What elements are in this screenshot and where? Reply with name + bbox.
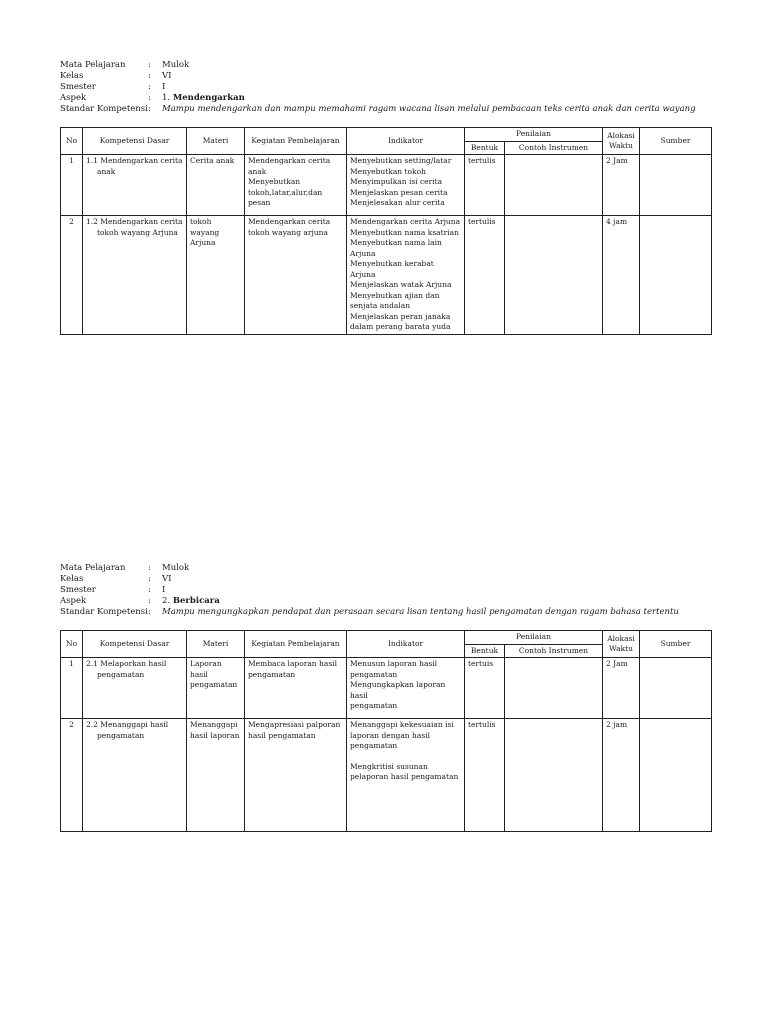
colon: :: [148, 596, 151, 606]
table-row: [61, 216, 712, 335]
kd-line: 1.2 Mendengarkan cerita: [86, 217, 183, 226]
table-row: [61, 719, 712, 832]
waktu-label: Waktu: [609, 141, 633, 150]
kegiatan-line: anak: [248, 166, 267, 176]
cell-sumber: [640, 719, 712, 832]
indikator-line: Mengkritisi susunan: [350, 761, 428, 771]
cell-alokasi: 2 jam: [603, 719, 640, 832]
materi-line: Cerita anak: [190, 156, 235, 165]
th-materi: Materi: [187, 631, 245, 658]
kelas-label: Kelas: [60, 71, 84, 81]
cell-bentuk: tertulis: [465, 155, 505, 216]
cell-alokasi: 4 jam: [603, 216, 640, 335]
indikator-line: senjata andalan: [350, 301, 411, 310]
kegiatan-line: Mendengarkan cerita: [248, 156, 331, 165]
colon: :: [148, 585, 151, 595]
materi-line: hasil laporan: [190, 730, 240, 740]
cell-materi: [187, 155, 245, 216]
mapel-row: [60, 60, 696, 71]
colon: :: [148, 71, 151, 81]
cell-kegiatan: [245, 155, 347, 216]
indikator-line: Menyebutkan nama ksatrian: [350, 227, 459, 237]
materi-line: Menanggapi: [190, 720, 238, 729]
aspek-name: Mendengarkan: [172, 93, 245, 103]
cell-indikator: [347, 719, 465, 832]
cell-kegiatan: [245, 216, 347, 335]
materi-line: tokoh: [190, 217, 212, 226]
th-alokasi: [603, 631, 640, 658]
mapel-row: [60, 563, 679, 574]
cell-no: 2: [61, 216, 83, 335]
alokasi-label: Alokasi: [607, 633, 635, 643]
indikator-line: pengamatan: [350, 669, 398, 679]
aspek-number: 2.: [162, 596, 171, 606]
cell-bentuk: tertulis: [465, 719, 505, 832]
sk-value: Mampu mendengarkan dan mampu memahami ragam wacana lisan melalui pembacaan teks cerita anak dan cerita wayang: [162, 104, 696, 114]
semester-label: Smester: [60, 585, 96, 595]
cell-no: 1: [61, 658, 83, 719]
kegiatan-line: hasil pengamatan: [248, 730, 316, 740]
indikator-line: Mendengarkan cerita Arjuna: [350, 217, 461, 226]
aspek-row: [60, 93, 696, 104]
materi-line: Arjuna: [190, 238, 216, 247]
aspek-value: [162, 93, 696, 104]
cell-sumber: [640, 658, 712, 719]
table-row: [61, 155, 712, 216]
semester-value: I: [162, 82, 166, 92]
kd-line: 1.1 Mendengarkan cerita: [86, 156, 183, 165]
th-no: No: [61, 631, 83, 658]
kegiatan-line: Mendengarkan cerita: [248, 217, 331, 226]
indikator-line: Menjelaskan pesan cerita: [350, 187, 448, 197]
kd-line: tokoh wayang Arjuna: [97, 227, 178, 237]
kd-line: anak: [97, 166, 116, 176]
mapel-value: Mulok: [162, 60, 190, 70]
section-mendengarkan: [60, 60, 711, 331]
indikator-line: Menyebutkan setting/latar: [350, 156, 452, 165]
cell-materi: [187, 658, 245, 719]
sk-value: Mampu mengungkapkan pendapat dan perasaan secara lisan tentang hasil pengamatan dengan ragam bahasa tertentu: [162, 607, 679, 617]
th-kd: Kompetensi Dasar: [83, 631, 187, 658]
sk-row: [60, 607, 679, 618]
kelas-value: VI: [162, 71, 172, 81]
th-penilaian: Penilaian: [465, 128, 603, 142]
indikator-line: Menusun laporan hasil: [350, 659, 438, 668]
semester-row: [60, 82, 696, 93]
kelas-row: [60, 71, 696, 82]
cell-kd: [83, 155, 187, 216]
cell-kegiatan: [245, 658, 347, 719]
colon: :: [148, 82, 151, 92]
cell-sumber: [640, 216, 712, 335]
cell-no: 2: [61, 719, 83, 832]
indikator-gap: [350, 752, 461, 762]
indikator-line: Arjuna: [350, 248, 376, 258]
kd-line: 2.1 Melaporkan hasil: [86, 659, 167, 668]
th-indikator: Indikator: [347, 128, 465, 155]
materi-line: Laporan: [190, 659, 222, 668]
aspek-label: Aspek: [60, 596, 87, 606]
th-indikator: Indikator: [347, 631, 465, 658]
indikator-line: Menyebutkan nama lain: [350, 238, 442, 247]
cell-bentuk: tertuis: [465, 658, 505, 719]
th-kegiatan: Kegiatan Pembelajaran: [245, 631, 347, 658]
indikator-line: pengamatan: [350, 741, 398, 750]
rpp-table-1: [60, 127, 712, 335]
indikator-line: Menjelaskan watak Arjuna: [350, 280, 452, 289]
indikator-line: pengamatan: [350, 701, 398, 710]
section2-header: [60, 563, 679, 618]
kd-line: pengamatan: [97, 730, 145, 740]
indikator-line: dalam perang barata yuda: [350, 322, 451, 331]
kelas-label: Kelas: [60, 574, 84, 584]
kd-line: 2.2 Menanggapi hasil: [86, 720, 169, 729]
materi-line: pengamatan: [190, 680, 238, 689]
th-bentuk: Bentuk: [465, 141, 505, 155]
indikator-line: Menyebutkan tokoh: [350, 166, 426, 176]
th-bentuk: Bentuk: [465, 644, 505, 658]
waktu-label: Waktu: [609, 644, 633, 653]
colon: :: [148, 93, 151, 103]
kegiatan-line: tokoh,latar,alur,dan: [248, 187, 323, 197]
kelas-row: [60, 574, 679, 585]
semester-label: Smester: [60, 82, 96, 92]
sk-row: [60, 104, 696, 115]
rpp-table-2: [60, 630, 712, 832]
th-materi: Materi: [187, 128, 245, 155]
colon: :: [148, 574, 151, 584]
cell-indikator: [347, 216, 465, 335]
aspek-label: Aspek: [60, 93, 87, 103]
cell-no: 1: [61, 155, 83, 216]
cell-contoh: [505, 216, 603, 335]
kegiatan-line: pengamatan: [248, 669, 296, 679]
cell-kd: [83, 719, 187, 832]
section-berbicara: [60, 563, 711, 781]
indikator-line: laporan dengan hasil: [350, 730, 430, 740]
mapel-value: Mulok: [162, 563, 190, 573]
cell-materi: [187, 719, 245, 832]
th-no: No: [61, 128, 83, 155]
colon: :: [148, 563, 151, 573]
section1-header: [60, 60, 696, 115]
kd-line: pengamatan: [97, 669, 145, 679]
indikator-line: Menjelesakan alur cerita: [350, 198, 445, 207]
cell-kegiatan: [245, 719, 347, 832]
indikator-line: Menjelaskan peran janaka: [350, 311, 451, 321]
materi-line: hasil: [190, 669, 208, 679]
cell-alokasi: 2 Jam: [603, 658, 640, 719]
th-contoh: Contoh Instrumen: [505, 141, 603, 155]
sk-label: Standar Kompetensi: [60, 607, 148, 617]
indikator-line: Menanggapi kekesuaian isi: [350, 720, 454, 729]
cell-sumber: [640, 155, 712, 216]
mapel-label: Mata Pelajaran: [60, 563, 126, 573]
sk-label: Standar Kompetensi: [60, 104, 148, 114]
colon: :: [148, 60, 151, 70]
colon: :: [148, 607, 151, 617]
indikator-line: Menyebutkan kerabat Arjuna: [350, 259, 434, 279]
cell-kd: [83, 658, 187, 719]
kegiatan-line: pesan: [248, 198, 271, 207]
indikator-line: Mengungkapkan laporan hasil: [350, 680, 446, 700]
mapel-label: Mata Pelajaran: [60, 60, 126, 70]
kegiatan-line: Menyebutkan: [248, 177, 301, 186]
aspek-name: Berbicara: [172, 596, 220, 606]
th-kd: Kompetensi Dasar: [83, 128, 187, 155]
th-sumber: Sumber: [640, 631, 712, 658]
kegiatan-line: tokoh wayang arjuna: [248, 227, 328, 237]
semester-value: I: [162, 585, 166, 595]
cell-materi: [187, 216, 245, 335]
th-penilaian: Penilaian: [465, 631, 603, 645]
th-sumber: Sumber: [640, 128, 712, 155]
aspek-row: [60, 596, 679, 607]
th-alokasi: [603, 128, 640, 155]
cell-alokasi: 2 Jam: [603, 155, 640, 216]
semester-row: [60, 585, 679, 596]
indikator-line: Menyebutkan ajian dan: [350, 290, 440, 300]
cell-contoh: [505, 719, 603, 832]
kegiatan-line: Membaca laporan hasil: [248, 659, 337, 668]
kelas-value: VI: [162, 574, 172, 584]
indikator-line: pelaporan hasil pengamatan: [350, 772, 459, 781]
cell-contoh: [505, 155, 603, 216]
indikator-line: Menyimpulkan isi cerita: [350, 177, 443, 186]
cell-indikator: [347, 155, 465, 216]
cell-bentuk: tertulis: [465, 216, 505, 335]
th-kegiatan: Kegiatan Pembelajaran: [245, 128, 347, 155]
materi-line: wayang: [190, 227, 220, 237]
colon: :: [148, 104, 151, 114]
alokasi-label: Alokasi: [607, 130, 635, 140]
aspek-value: [162, 596, 679, 607]
aspek-number: 1.: [162, 93, 171, 103]
kegiatan-line: Mengapresiasi palporan: [248, 720, 341, 729]
th-contoh: Contoh Instrumen: [505, 644, 603, 658]
cell-contoh: [505, 658, 603, 719]
cell-kd: [83, 216, 187, 335]
table-row: [61, 658, 712, 719]
cell-indikator: [347, 658, 465, 719]
